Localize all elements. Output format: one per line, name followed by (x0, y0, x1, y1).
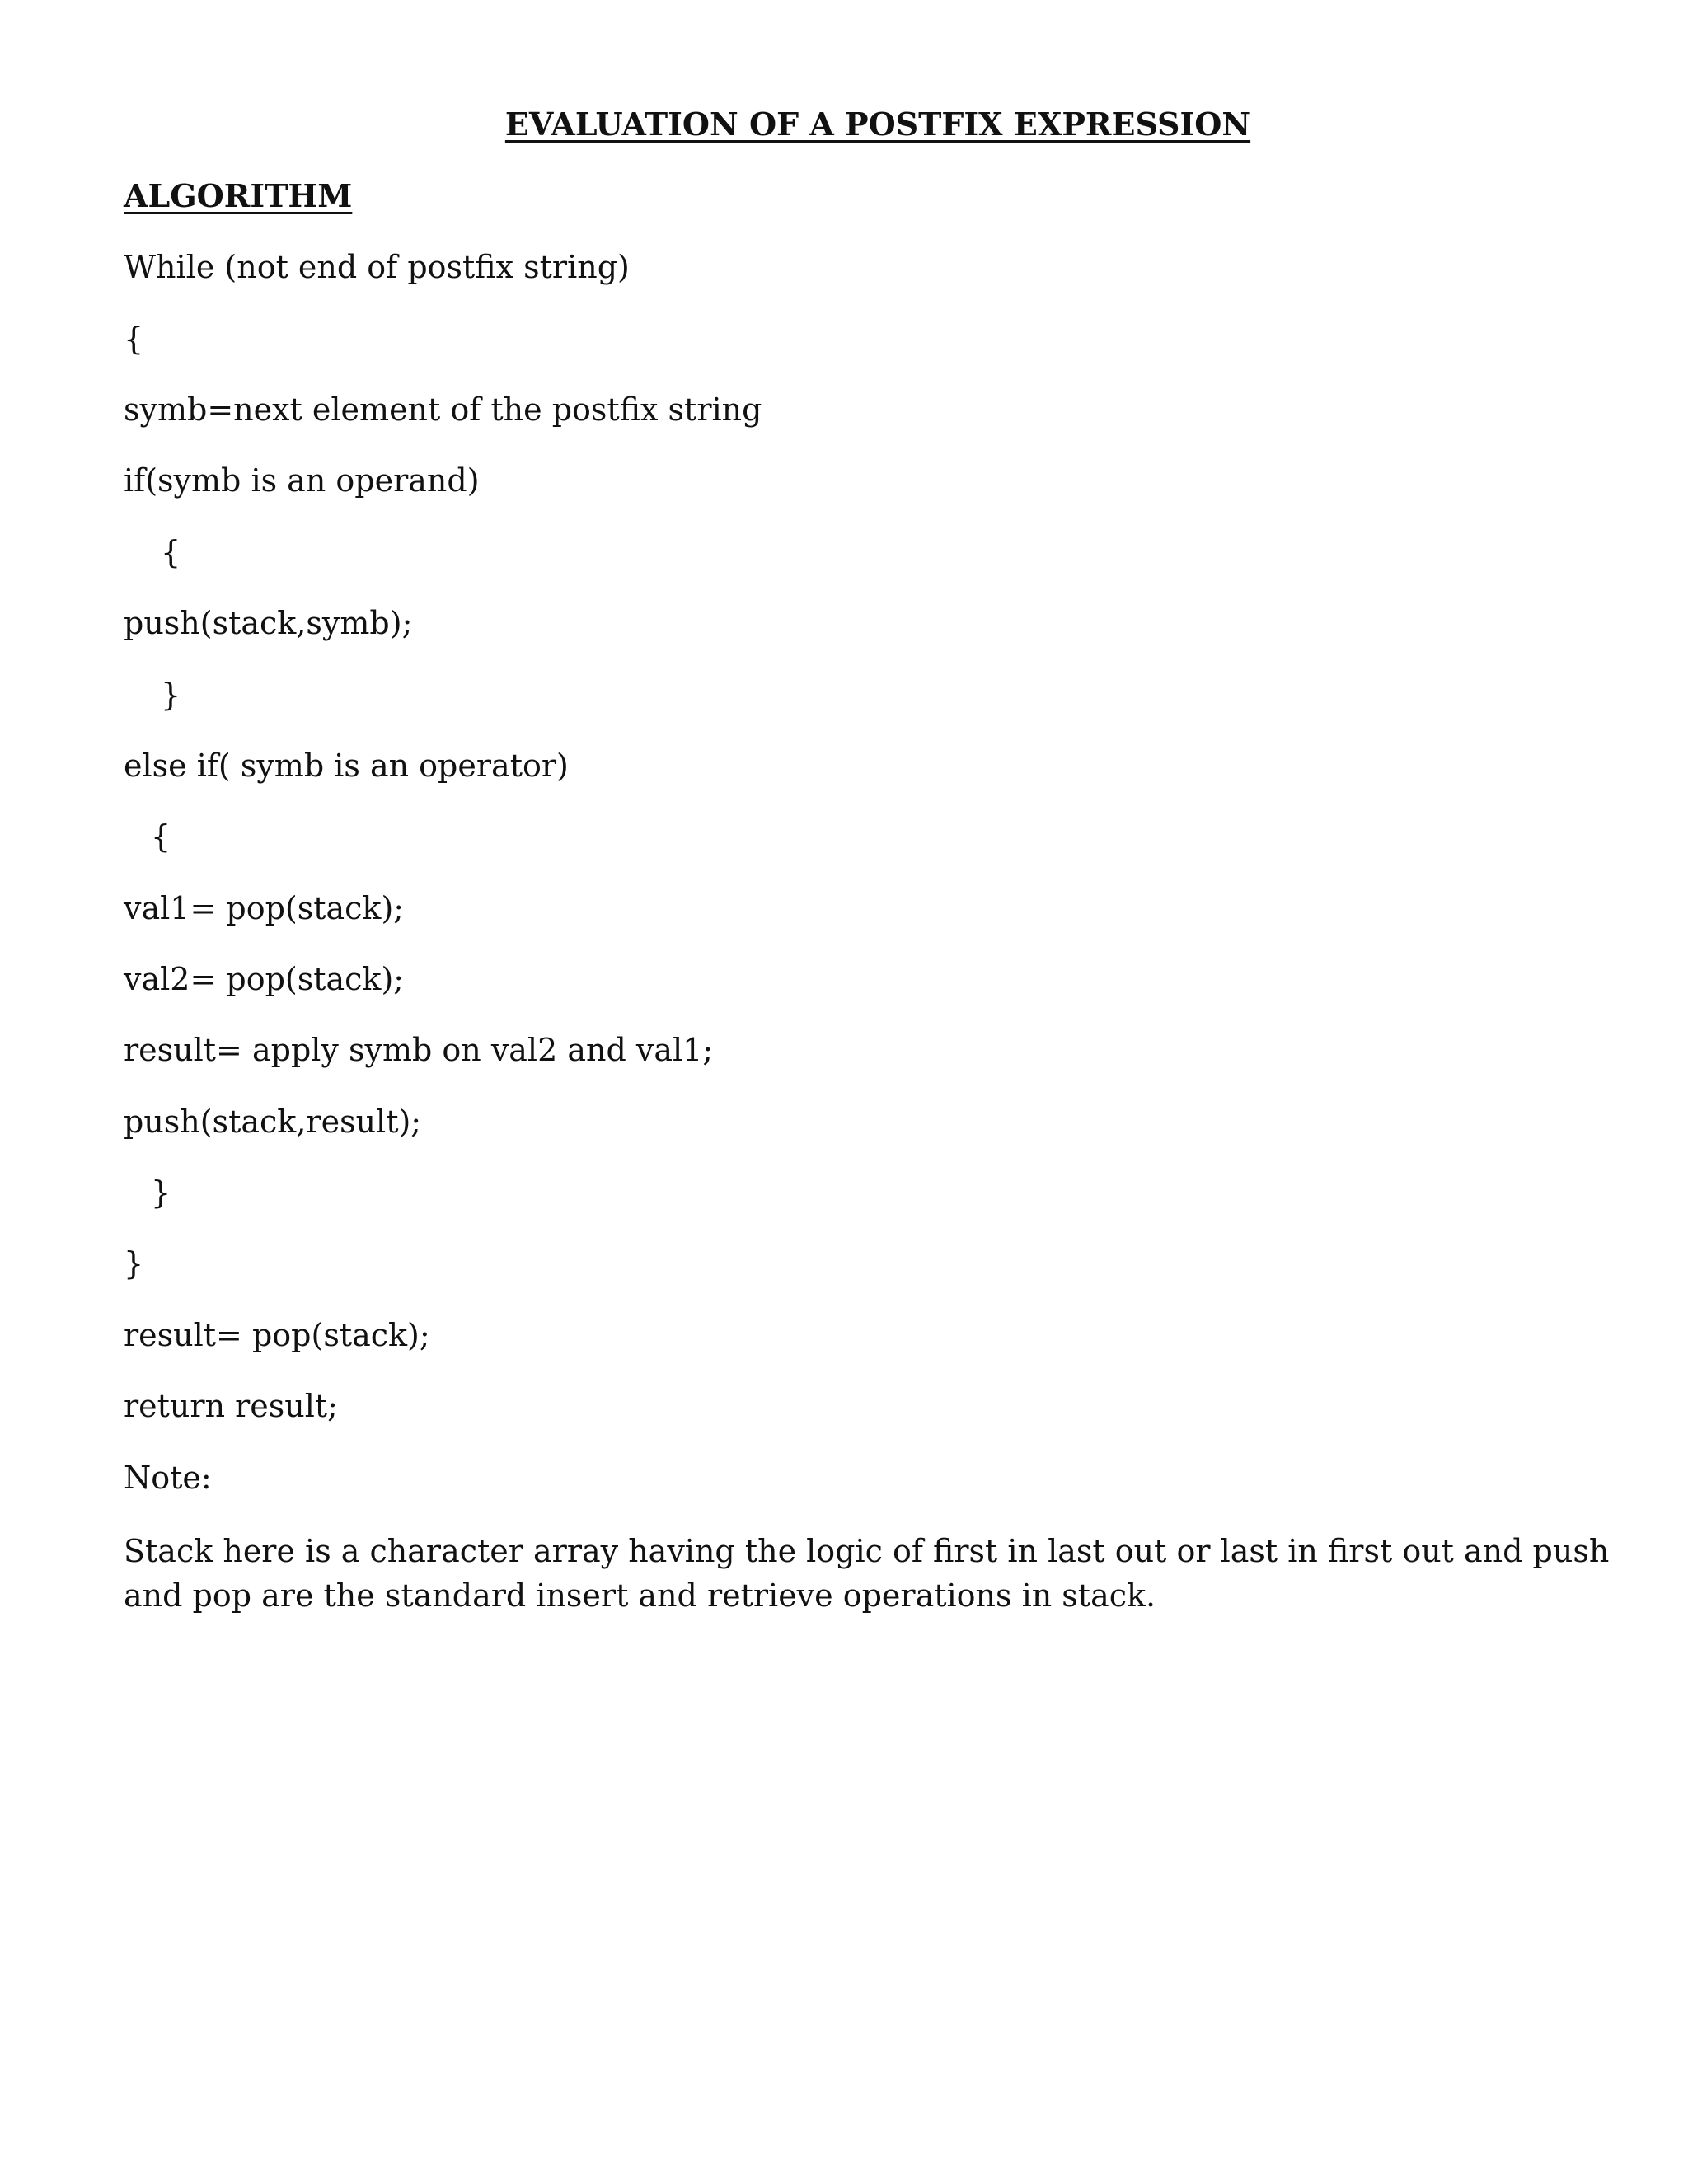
algorithm-line: push(stack,symb); (124, 605, 413, 641)
algorithm-line: { (124, 321, 144, 357)
algorithm-line: push(stack,result); (124, 1104, 422, 1140)
algorithm-line: } (151, 1174, 171, 1211)
algorithm-line: While (not end of postfix string) (124, 249, 630, 285)
page-title: EVALUATION OF A POSTFIX EXPRESSION (504, 105, 1251, 143)
algorithm-line: } (124, 1245, 144, 1282)
section-heading-algorithm: ALGORITHM (124, 177, 353, 214)
algorithm-line: result= apply symb on val2 and val1; (124, 1032, 714, 1068)
algorithm-line: val1= pop(stack); (124, 890, 405, 926)
note-paragraph: Stack here is a character array having the logic of first in last out or last in first out and push and pop are the standard insert and retrieve operations in stack. (124, 1533, 1610, 1614)
algorithm-line: else if( symb is an operator) (124, 748, 569, 784)
algorithm-line: symb=next element of the postfix string (124, 391, 762, 428)
algorithm-line: if(symb is an operand) (124, 462, 480, 499)
algorithm-line: result= pop(stack); (124, 1317, 430, 1353)
algorithm-line: { (151, 818, 171, 855)
note-label: Note: (124, 1460, 212, 1496)
algorithm-line: { (161, 534, 181, 570)
algorithm-line: return result; (124, 1388, 338, 1424)
algorithm-line: } (161, 677, 181, 713)
algorithm-line: val2= pop(stack); (124, 961, 405, 997)
